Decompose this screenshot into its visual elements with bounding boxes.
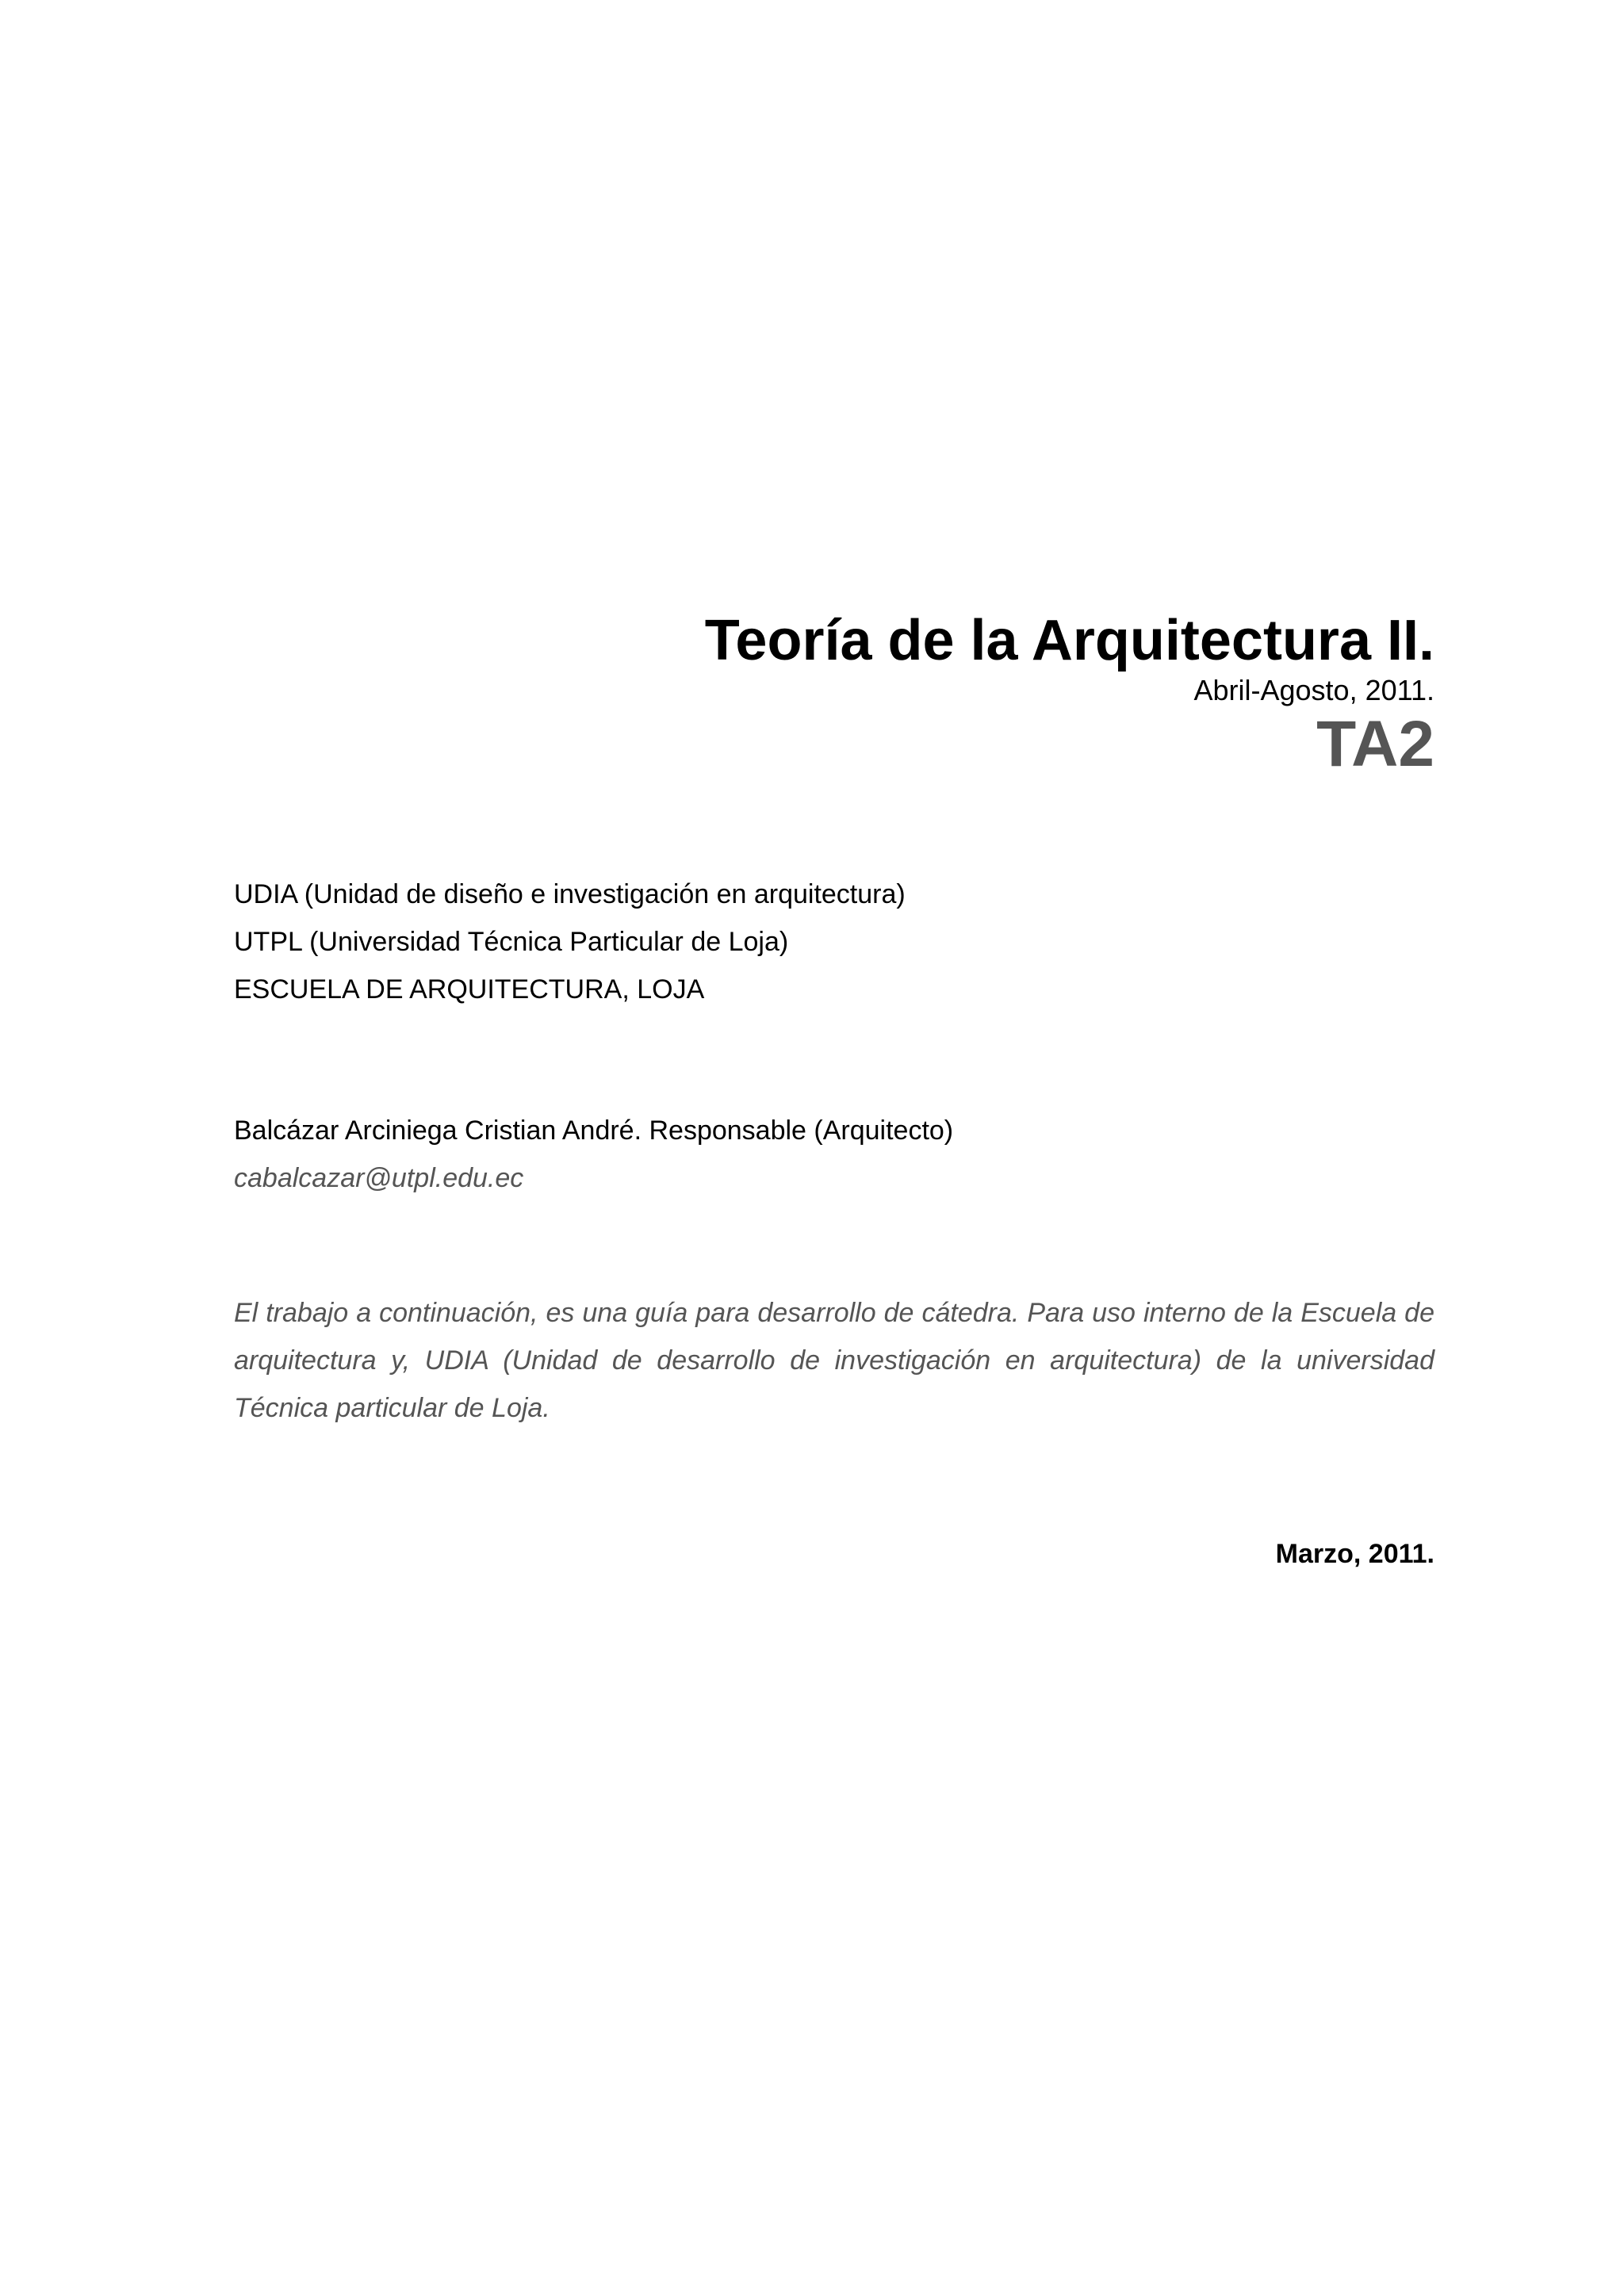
institution-block	[234, 871, 906, 1013]
document-date: Marzo, 2011.	[1275, 1539, 1434, 1569]
document-title: Teoría de la Arquitectura II.	[704, 609, 1434, 672]
institution-line: UTPL (Universidad Técnica Particular de Loja)	[234, 927, 789, 957]
author-name: Balcázar Arciniega Cristian André. Responsable (Arquitecto)	[234, 1115, 954, 1146]
document-code: TA2	[1316, 708, 1434, 780]
author-email: cabalcazar@utpl.edu.ec	[234, 1163, 524, 1193]
institution-line: ESCUELA DE ARQUITECTURA, LOJA	[234, 974, 705, 1004]
usage-note: El trabajo a continuación, es una guía para desarrollo de cátedra. Para uso interno de la Escuela de arquitectura y, UDIA (Unidad de desarrollo de investigación en arquitectura) de la universidad Técnica particular de Loja.	[234, 1298, 1434, 1423]
document-period: Abril-Agosto, 2011.	[1193, 674, 1434, 706]
author-block	[234, 1107, 953, 1202]
title-block	[705, 607, 1434, 783]
institution-line: UDIA (Unidad de diseño e investigación en arquitectura)	[234, 879, 906, 909]
